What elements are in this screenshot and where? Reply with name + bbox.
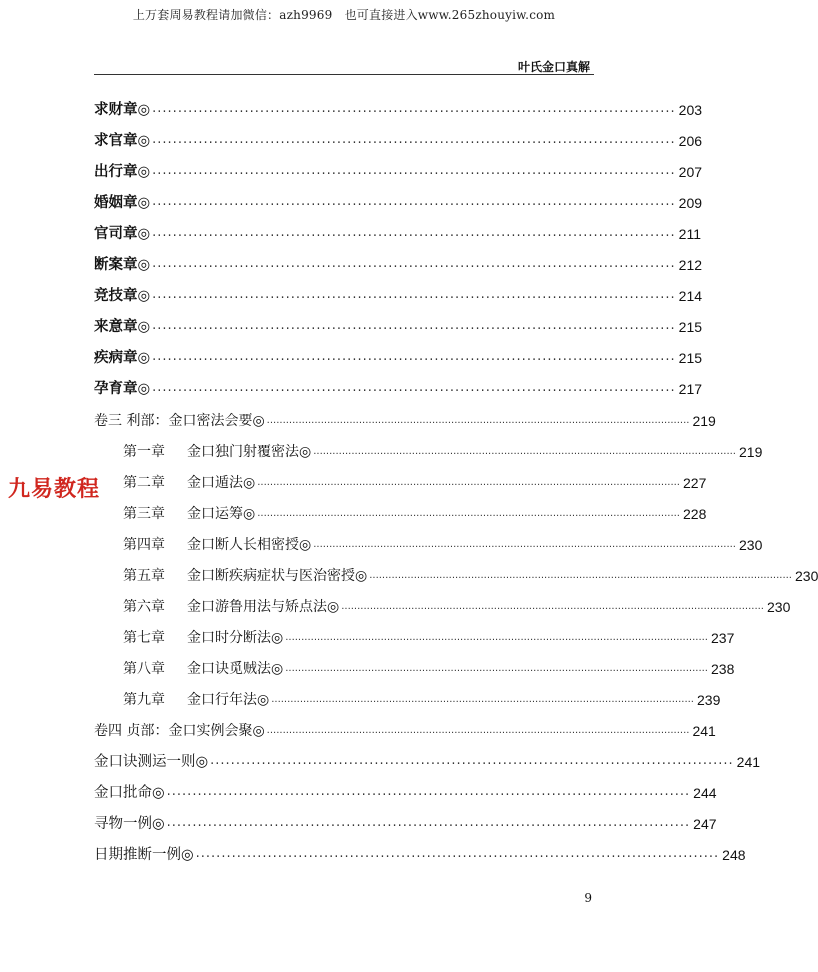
chapter-number: 第二章 [123,475,165,491]
toc-entry-page: 239 [697,692,721,708]
leader-dots: ..................................................................................................................................... [313,539,736,550]
toc-entry-page: 238 [711,661,735,677]
toc-entry-page: 212 [678,257,703,273]
toc-entry-page: 203 [678,102,703,118]
toc-entry-title: 金口断疾病症状与医治密授◎ [187,568,368,584]
toc-entry-page: 228 [683,506,707,522]
chapter-number: 第四章 [123,537,165,553]
toc-entry-title: 孕育章◎ [94,381,151,397]
toc-entry-chapter-4[interactable] [123,533,763,557]
watermark: 九易教程 [8,477,101,502]
toc-entry-page: 214 [678,288,703,304]
chapter-number: 第五章 [123,568,165,584]
leader-dots: ...................................................................................................... [152,318,676,333]
toc-entry-qiuguan[interactable] [94,129,703,153]
toc-entry-example-2[interactable] [94,781,717,805]
chapter-number: 第七章 [123,630,165,646]
top-banner: 上万套周易教程请加微信：azh9969 也可直接进入www.265zhouyiw.com [132,8,556,22]
toc-entry-example-4[interactable] [94,843,746,867]
toc-entry-page: 241 [736,754,761,770]
toc-entry-example-1[interactable] [94,750,761,774]
toc-entry-qiucai[interactable] [94,98,703,122]
leader-dots: ..................................................................................................................................... [257,477,680,488]
header-rule [94,74,594,75]
toc-entry-title: 金口诀测运一则◎ [94,754,209,770]
toc-entry-page: 241 [692,723,716,739]
toc-entry-jibing[interactable] [94,346,703,370]
toc-entry-page: 209 [678,195,703,211]
leader-dots: ...................................................................................................... [152,132,676,147]
toc-entry-volume-three[interactable] [94,409,716,433]
toc-entry-title: 金口独门射覆密法◎ [187,444,312,460]
toc-entry-volume-four[interactable] [94,719,716,743]
toc-entry-chapter-1[interactable] [123,440,763,464]
leader-dots: ...................................................................................................... [166,815,691,830]
toc-entry-title: 疾病章◎ [94,350,151,366]
toc-entry-chuxing[interactable] [94,160,703,184]
toc-entry-title: 婚姻章◎ [94,195,151,211]
toc-entry-laiyi[interactable] [94,315,703,339]
toc-entry-page: 227 [683,475,707,491]
toc-entry-page: 219 [692,413,716,429]
toc-entry-title: 金口时分断法◎ [187,630,284,646]
leader-dots: ..................................................................................................................................... [313,446,736,457]
leader-dots: ...................................................................................................... [195,846,720,861]
toc-entry-page: 244 [693,785,717,801]
toc-entry-page: 207 [678,164,703,180]
toc-entry-page: 219 [739,444,763,460]
toc-entry-page: 247 [693,816,717,832]
toc-entry-title: 卷四 贞部：金口实例会聚◎ [94,723,265,739]
leader-dots: ..................................................................................................................................... [266,725,690,736]
toc-entry-title: 日期推断一例◎ [94,847,194,863]
leader-dots: ...................................................................................................... [152,194,676,209]
toc-entry-chapter-6[interactable] [123,595,791,619]
chapter-number: 第六章 [123,599,165,615]
toc-entry-page: 211 [678,226,701,242]
toc-entry-title: 断案章◎ [94,257,151,273]
leader-dots: ..................................................................................................................................... [266,415,690,426]
leader-dots: ...................................................................................................... [152,349,676,364]
leader-dots: ...................................................................................................... [152,287,676,302]
toc-entry-title: 金口断人长相密授◎ [187,537,312,553]
leader-dots: ..................................................................................................................................... [285,632,708,643]
toc-entry-page: 206 [678,133,703,149]
toc-entry-page: 215 [678,319,703,335]
toc-entry-yunyu[interactable] [94,377,703,401]
toc-entry-title: 求财章◎ [94,102,151,118]
leader-dots: ..................................................................................................................................... [285,663,708,674]
toc-entry-title: 出行章◎ [94,164,151,180]
toc-entry-guansi[interactable] [94,222,701,246]
toc-entry-title: 来意章◎ [94,319,151,335]
toc-entry-title: 求官章◎ [94,133,151,149]
toc-entry-jingji[interactable] [94,284,703,308]
toc-entry-page: 248 [722,847,746,863]
toc-entry-hunyin[interactable] [94,191,703,215]
toc-entry-title: 金口行年法◎ [187,692,270,708]
toc-entry-title: 寻物一例◎ [94,816,165,832]
toc-entry-chapter-5[interactable] [123,564,818,588]
chapter-number: 第九章 [123,692,165,708]
chapter-number: 第三章 [123,506,165,522]
toc-entry-page: 230 [795,568,818,584]
toc-entry-page: 217 [678,381,703,397]
leader-dots: ..................................................................................................................................... [271,694,694,705]
toc-entry-page: 230 [739,537,763,553]
toc-entry-title: 竞技章◎ [94,288,151,304]
leader-dots: ...................................................................................................... [152,225,676,240]
toc-entry-example-3[interactable] [94,812,717,836]
toc-entry-title: 官司章◎ [94,226,151,242]
running-head: 叶氏金口真解 [517,60,590,74]
toc-entry-title: 金口诀觅贼法◎ [187,661,284,677]
leader-dots: ..................................................................................................................................... [341,601,764,612]
page-number: 9 [584,891,592,905]
toc-entry-duanan[interactable] [94,253,703,277]
toc-entry-title: 金口游鲁用法与矫点法◎ [187,599,340,615]
toc-entry-page: 230 [767,599,791,615]
toc-entry-title: 金口运筹◎ [187,506,256,522]
toc-entry-chapter-3[interactable] [123,502,707,526]
toc-entry-title: 金口批命◎ [94,785,165,801]
chapter-number: 第一章 [123,444,165,460]
toc-entry-chapter-8[interactable] [123,657,735,681]
leader-dots: ..................................................................................................................................... [369,570,792,581]
toc-entry-page: 215 [678,350,703,366]
leader-dots: ..................................................................................................................................... [257,508,680,519]
toc-entry-page: 237 [711,630,735,646]
toc-entry-chapter-2[interactable] [123,471,707,495]
leader-dots: ...................................................................................................... [152,163,676,178]
leader-dots: ...................................................................................................... [152,101,676,116]
leader-dots: ...................................................................................................... [166,784,691,799]
toc-entry-chapter-7[interactable] [123,626,735,650]
toc-entry-chapter-9[interactable] [123,688,721,712]
leader-dots: ...................................................................................................... [152,380,676,395]
toc-entry-title: 金口遁法◎ [187,475,256,491]
leader-dots: ...................................................................................................... [210,753,734,768]
toc-entry-title: 卷三 利部：金口密法会要◎ [94,413,265,429]
leader-dots: ...................................................................................................... [152,256,676,271]
chapter-number: 第八章 [123,661,165,677]
